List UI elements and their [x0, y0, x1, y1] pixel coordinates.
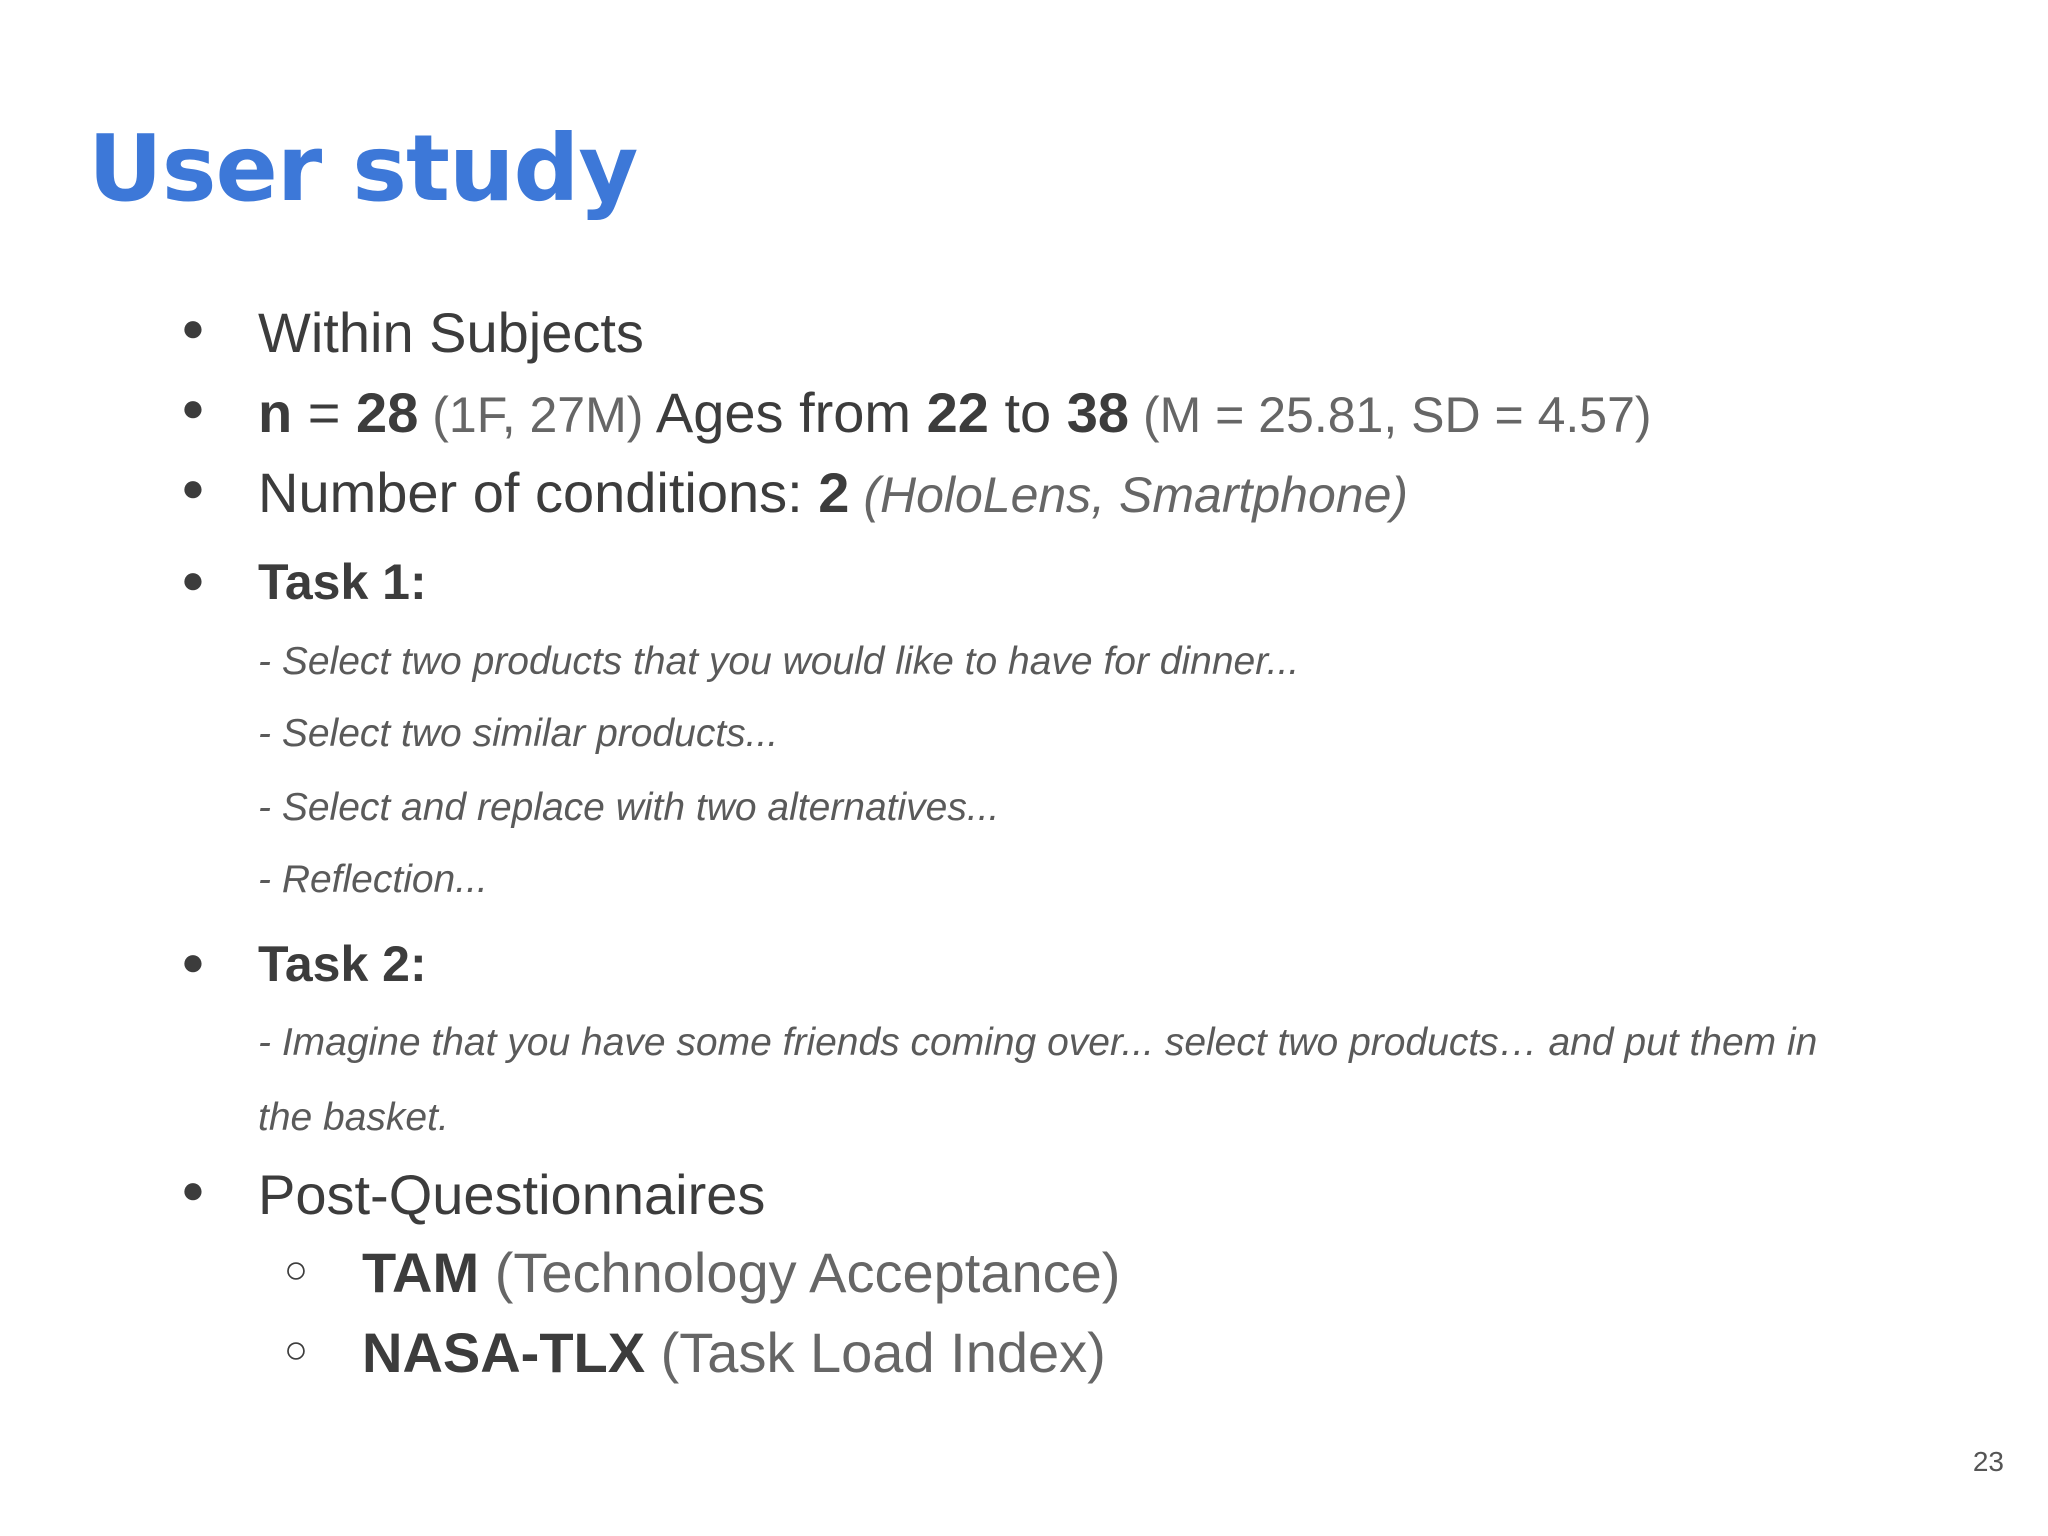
task1-step: - Reflection... — [258, 858, 488, 901]
task1-heading: Task 1: — [258, 554, 427, 610]
task2-line: - Imagine that you have some friends coming over... select two products… and put them in — [258, 1021, 1818, 1064]
questionnaire-desc: (Task Load Index) — [645, 1321, 1106, 1384]
sub-bullet-icon: ○ — [283, 1328, 309, 1372]
questionnaire-name: NASA-TLX — [362, 1321, 646, 1384]
conditions-detail: (HoloLens, Smartphone) — [849, 467, 1409, 523]
task2-heading: Task 2: — [258, 936, 427, 992]
bullet-icon: ● — [180, 386, 206, 430]
bullet-icon: ● — [180, 1168, 206, 1212]
n-eq: = — [292, 381, 357, 444]
age-stats: (M = 25.81, SD = 4.57) — [1129, 387, 1652, 443]
gender-breakdown: (1F, 27M) — [418, 387, 644, 443]
task1-step: - Select two similar products... — [258, 712, 779, 755]
bullet-icon: ● — [180, 306, 206, 350]
age-min: 22 — [926, 381, 989, 444]
bullet-icon: ● — [180, 466, 206, 510]
ages-prefix: Ages from — [643, 381, 927, 444]
bullet-icon: ● — [180, 940, 206, 984]
page-number: 23 — [1972, 1446, 2004, 1477]
bullet-conditions — [258, 460, 1408, 525]
task1-step: - Select and replace with two alternatives... — [258, 786, 1000, 829]
questionnaire-name: TAM — [362, 1241, 480, 1304]
bullet-participants — [258, 380, 1652, 445]
n-label: n — [258, 381, 293, 444]
conditions-label: Number of conditions: — [258, 461, 819, 524]
ages-to: to — [988, 381, 1067, 444]
questionnaire-nasa-tlx — [362, 1320, 1106, 1385]
questionnaire-tam — [362, 1240, 1120, 1305]
bullet-icon: ● — [180, 558, 206, 602]
task1-step: - Select two products that you would like to have for dinner... — [258, 640, 1300, 683]
task2-line: the basket. — [258, 1096, 449, 1139]
bullet-post-questionnaires: Post-Questionnaires — [258, 1163, 766, 1226]
bullet-within-subjects: Within Subjects — [258, 301, 644, 364]
sub-bullet-icon: ○ — [283, 1248, 309, 1292]
n-value: 28 — [356, 381, 419, 444]
conditions-value: 2 — [818, 461, 850, 524]
age-max: 38 — [1066, 381, 1130, 444]
slide-title: User study — [88, 115, 638, 222]
questionnaire-desc: (Technology Acceptance) — [479, 1241, 1121, 1304]
